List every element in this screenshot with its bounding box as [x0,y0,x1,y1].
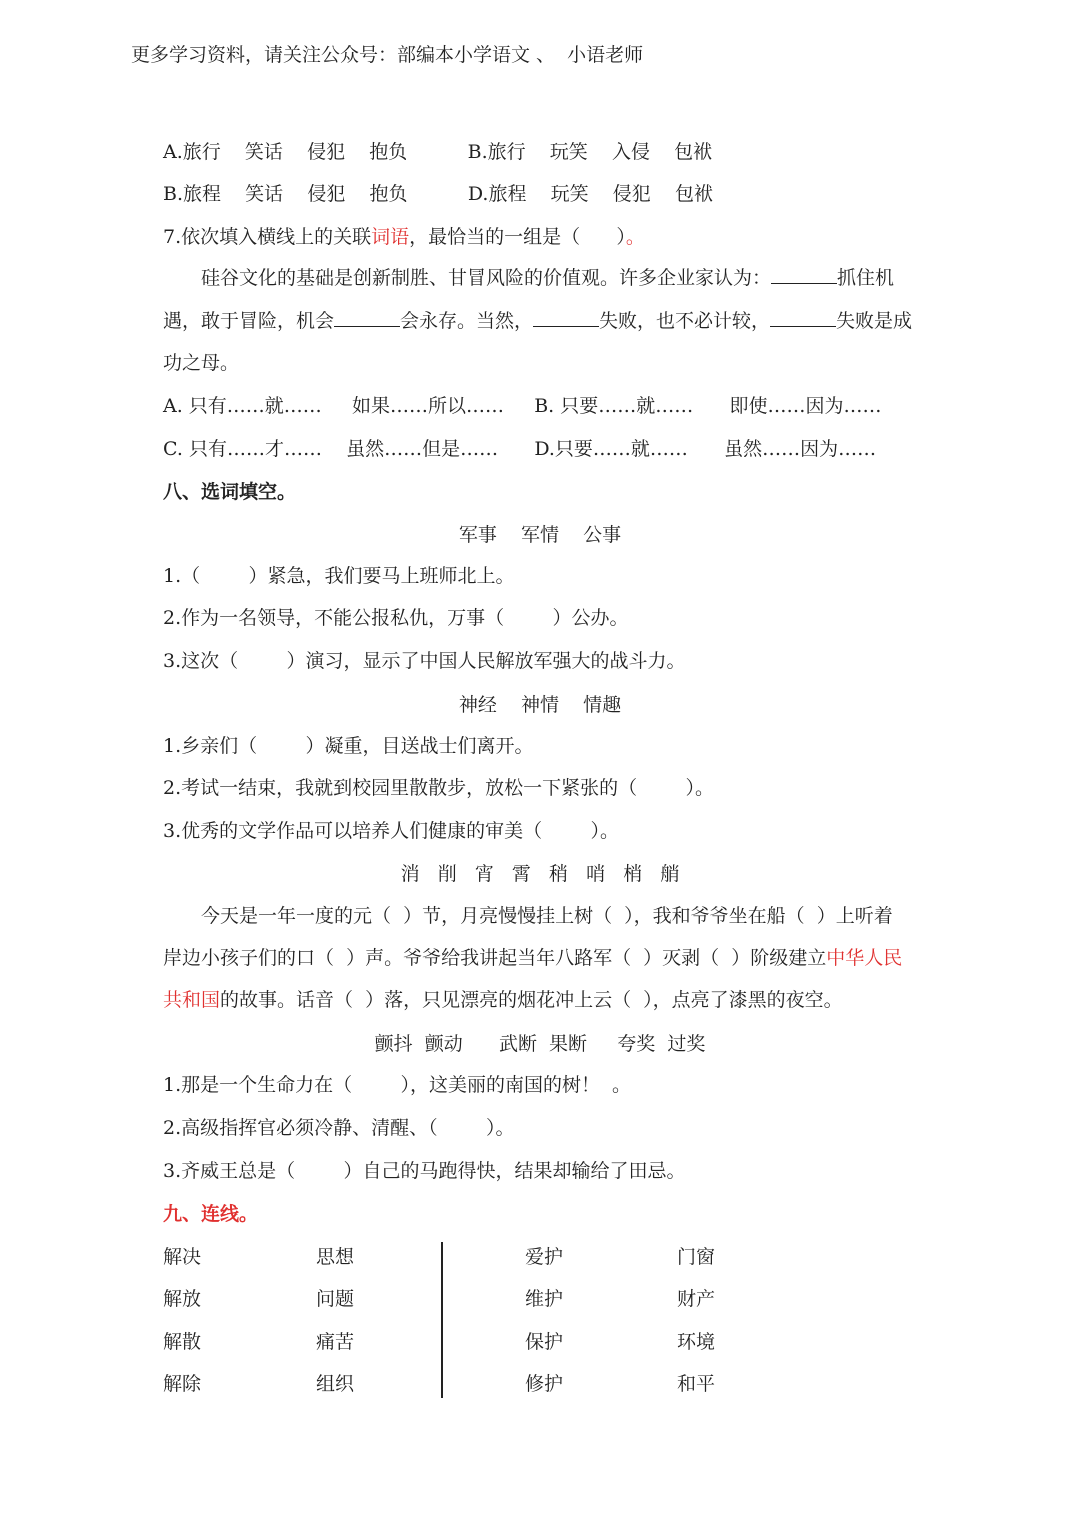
match-word: 解散 [163,1331,202,1353]
q6-option-row: B.旅程 笑话 侵犯 抱负 D.旅程 玩笑 侵犯 包袱 [163,183,713,205]
story-line [163,986,843,1014]
page-header: 更多学习资料，请关注公众号：部编本小学语文 、 小语老师 [131,44,644,66]
q7-option-row: C. 只有……才…… 虽然……但是…… D.只要……就…… 虽然……因为…… [163,438,877,460]
story-text: 的故事。话音（ ）落，只见漂亮的烟花冲上云（ ），点亮了漆黑的夜空。 [220,989,843,1011]
blank-line [770,308,836,327]
story-line [163,944,902,972]
blank-line [771,265,837,284]
fill-item: 2.作为一名领导，不能公报私仇，万事（ ）公办。 [163,607,629,629]
story-red-text: 中华人民 [826,947,903,969]
fill-item: 2.高级指挥官必须冷静、清醒、（ ）。 [163,1117,515,1139]
fill-item: 3.齐威王总是（ ）自己的马跑得快，结果却输给了田忌。 [163,1160,686,1182]
match-word: 保护 [525,1331,564,1353]
story-red-text: 共和国 [163,989,221,1011]
match-word: 思想 [316,1246,355,1268]
word-bank: 颤抖 颤动 武断 果断 夸奖 过奖 [374,1033,706,1055]
passage-text: 失败是成功之母。 [163,309,913,374]
fill-item: 1.（ ）紧急，我们要马上班师北上。 [163,565,515,587]
passage-text: 会永存。当然， [400,309,534,332]
match-word: 和平 [677,1373,716,1395]
fill-item: 1.那是一个生命力在（ ），这美丽的南国的树！ 。 [163,1074,632,1096]
match-word: 财产 [677,1288,716,1310]
match-word: 门窗 [677,1246,716,1268]
match-word: 问题 [316,1288,355,1310]
q7-option-row: A. 只有……就…… 如果……所以…… B. 只要……就…… 即使……因为…… [163,395,882,417]
passage-text: 硅谷文化的基础是创新制胜、甘冒风险的价值观。许多企业家认为： [201,267,772,289]
match-word: 组织 [316,1373,355,1395]
q7-end-mark: 。 [625,226,645,248]
match-word: 修护 [525,1373,564,1395]
q6-option-row: A.旅行 笑话 侵犯 抱负 B.旅行 玩笑 入侵 包袱 [163,141,713,163]
section9-title: 九、连线。 [163,1203,259,1225]
fill-item: 3.这次（ ）演习，显示了中国人民解放军强大的战斗力。 [163,650,686,672]
column-divider [441,1242,443,1398]
story-line: 今天是一年一度的元（ ）节，月亮慢慢挂上树（ ），我和爷爷坐在船（ ）上听着 [201,905,893,927]
q7-red-word: 词语 [371,226,410,248]
passage-text: 失败，也不必计较， [599,309,771,332]
passage-text: 抓住机遇，敢于冒险，机会 [163,267,895,332]
word-bank: 神经 神情 情趣 [458,694,622,716]
match-word: 解除 [163,1373,202,1395]
section8-title: 八、选词填空。 [163,481,297,503]
fill-item: 1.乡亲们（ ）凝重，目送战士们离开。 [163,735,534,757]
q7-passage [163,257,918,385]
q7-suffix: ，最恰当的一组是（ ） [409,226,626,248]
fill-item: 3.优秀的文学作品可以培养人们健康的审美（ ）。 [163,820,619,842]
q7-prefix: 7.依次填入横线上的关联 [163,226,372,248]
word-bank: 军事 军情 公事 [458,524,622,546]
match-word: 维护 [525,1288,564,1310]
story-text: 岸边小孩子们的口（ ）声。爷爷给我讲起当年八路军（ ）灭剥（ ）阶级建立 [163,947,827,969]
match-word: 痛苦 [316,1331,355,1353]
match-word: 爱护 [525,1246,564,1268]
match-word: 解放 [163,1288,202,1310]
q7-question [163,223,645,251]
match-word: 解决 [163,1246,202,1268]
blank-line [334,308,400,327]
word-bank: 消 削 宵 霄 稍 哨 梢 艄 [400,863,680,885]
fill-item: 2.考试一结束，我就到校园里散散步，放松一下紧张的（ ）。 [163,777,714,799]
blank-line [533,308,599,327]
match-word: 环境 [677,1331,716,1353]
